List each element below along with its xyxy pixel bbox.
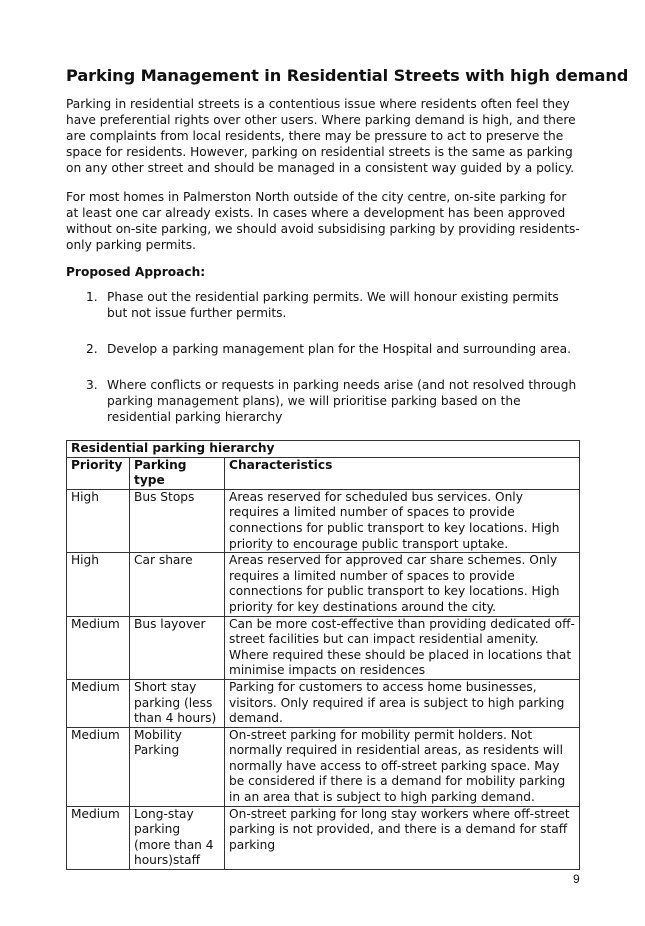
cell-characteristics: On-street parking for long stay workers where off-street parking is not provided, and there is a demand for staff parking [225,806,580,869]
cell-parking-type: Long-stay parking (more than 4 hours)staff [130,806,225,869]
list-text: Develop a parking management plan for the Hospital and surrounding area. [107,342,572,356]
cell-priority: Medium [67,679,130,727]
list-number: 1. [86,290,98,304]
table-row [67,489,580,552]
parking-hierarchy-table [66,440,580,870]
cell-parking-type: Bus Stops [130,489,225,552]
list-number: 2. [86,342,98,356]
list-text: Where conflicts or requests in parking needs arise (and not resolved through parking management plans), we will prioritise parking based on the residential parking hierarchy [107,378,577,424]
table-title: Residential parking hierarchy [67,441,580,458]
cell-parking-type: Mobility Parking [130,727,225,806]
page-number: 9 [573,872,580,886]
cell-characteristics: On-street parking for mobility permit holders. Not normally required in residential areas, as residents will normally have access to off-street parking space. May be considered if there is a demand for mobility parking in an area that is subject to high parking demand. [225,727,580,806]
table-row [67,616,580,679]
section-heading: Parking Management in Residential Streets with high demand [66,66,629,85]
cell-priority: High [67,553,130,616]
header-characteristics: Characteristics [225,457,580,489]
cell-parking-type: Bus layover [130,616,225,679]
table-header-row [67,457,580,489]
list-item [66,377,582,425]
cell-priority: Medium [67,727,130,806]
header-priority: Priority [67,457,130,489]
table-row [67,553,580,616]
cell-characteristics: Areas reserved for scheduled bus services. Only requires a limited number of spaces to provide connections for public transport to key locations. High priority to encourage public transport uptake. [225,489,580,552]
cell-parking-type: Short stay parking (less than 4 hours) [130,679,225,727]
cell-characteristics: Can be more cost-effective than providing dedicated off-street facilities but can impact residential amenity. Where required these should be placed in locations that minimise impacts on residences [225,616,580,679]
header-parking-type: Parking type [130,457,225,489]
table-row [67,806,580,869]
approach-list [66,289,582,425]
cell-priority: Medium [67,806,130,869]
table-row [67,679,580,727]
list-item [66,341,582,357]
cell-characteristics: Parking for customers to access home businesses, visitors. Only required if area is subject to high parking demand. [225,679,580,727]
table-row [67,727,580,806]
paragraph-2: For most homes in Palmerston North outside of the city centre, on-site parking for at least one car already exists. In cases where a development has been approved without on-site parking, we should avoid subsidising parking by providing residents-only parking permits. [66,190,580,252]
cell-characteristics: Areas reserved for approved car share schemes. Only requires a limited number of spaces to provide connections for public transport to key locations. High priority for key destinations around the city. [225,553,580,616]
cell-priority: Medium [67,616,130,679]
cell-priority: High [67,489,130,552]
list-text: Phase out the residential parking permits. We will honour existing permits but not issue further permits. [107,290,559,320]
table-title-row [67,441,580,458]
paragraph-1: Parking in residential streets is a contentious issue where residents often feel they have preferential rights over other users. Where parking demand is high, and there are complaints from local residents, there may be pressure to act to preserve the space for residents. However, parking on residential streets is the same as parking on any other street and should be managed in a consistent way guided by a policy. [66,97,576,175]
cell-parking-type: Car share [130,553,225,616]
approach-label: Proposed Approach: [66,265,206,279]
list-item [66,289,582,321]
list-number: 3. [86,378,98,392]
